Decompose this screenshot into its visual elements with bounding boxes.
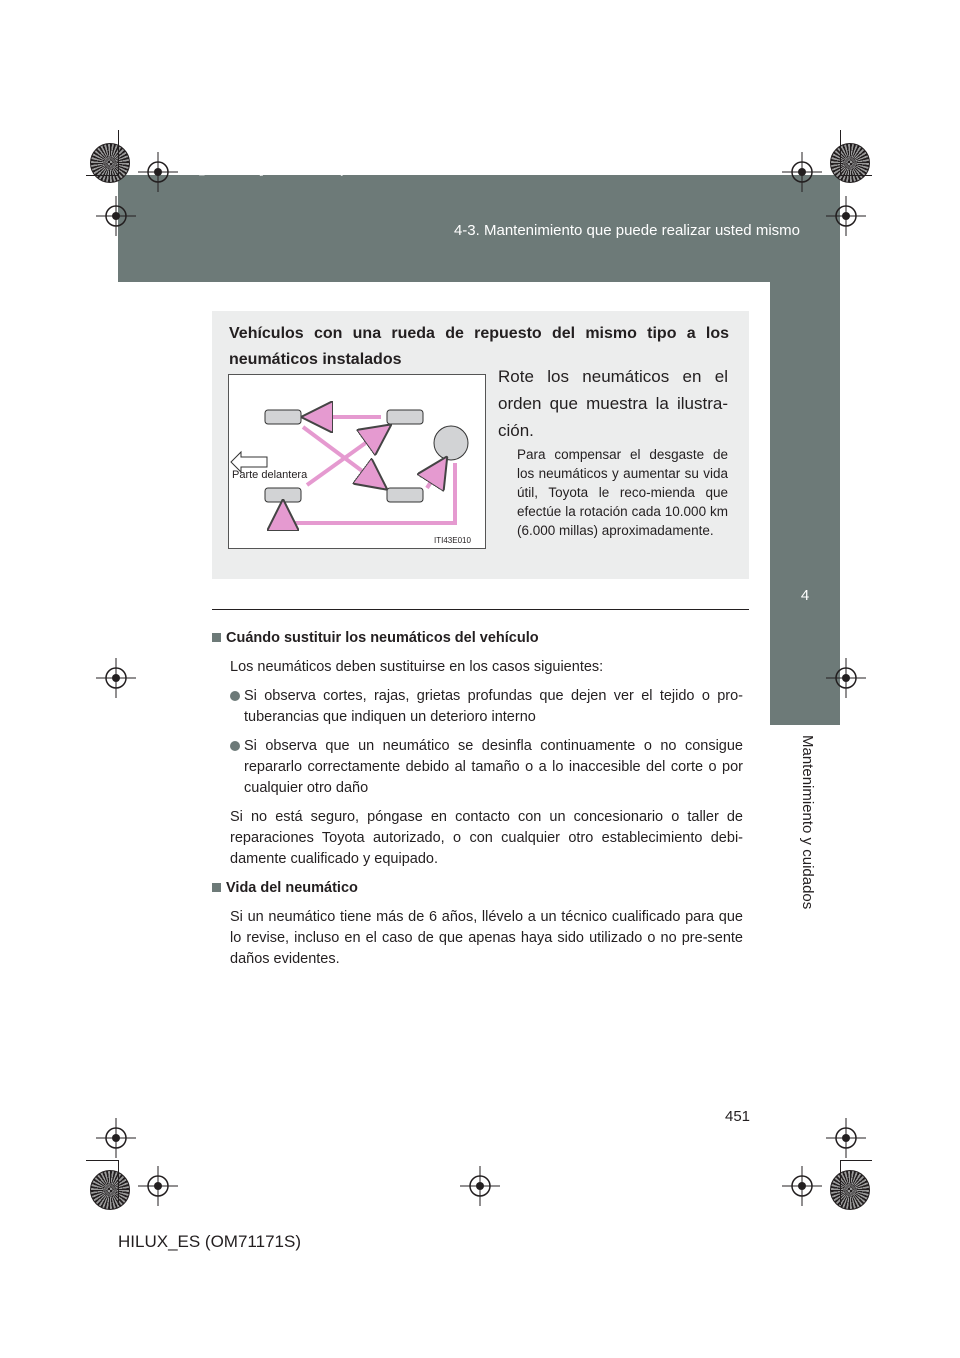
section-heading-text: Vida del neumático [226, 880, 358, 896]
list-item [230, 686, 743, 728]
color-bar-icon [830, 143, 870, 183]
registration-mark-icon [138, 1166, 178, 1206]
color-bar-icon [90, 143, 130, 183]
section-heading [212, 628, 743, 649]
tire-rear-left [265, 488, 301, 502]
registration-mark-icon [782, 152, 822, 192]
info-box-main-text: Rote los neumáticos en el orden que muestra la ilustra-ción. [498, 367, 728, 440]
paragraph: Los neumáticos deben sustituirse en los casos siguientes: [230, 659, 604, 675]
registration-mark-icon [460, 1166, 500, 1206]
tire-front-left [265, 410, 301, 424]
registration-mark-icon [96, 658, 136, 698]
crop-mark [840, 175, 872, 176]
crop-mark [840, 1160, 841, 1205]
rotation-arrow [427, 463, 443, 488]
crop-mark [86, 175, 118, 176]
chapter-number: 4 [800, 587, 810, 604]
info-box-title: Vehículos con una rueda de repuesto del mismo tipo a los neumáticos instalados [229, 325, 729, 368]
paragraph: Si un neumático tiene más de 6 años, llévelo a un técnico cualificado para que lo revise, incluso en el caso de que apenas haya sido utilizado o no pre-sente daños evidentes. [230, 909, 743, 967]
rotation-arrow [283, 463, 455, 523]
list-item-text: Si observa cortes, rajas, grietas profundas que dejen ver el tejido o pro-tuberancias que indiquen un deterioro interno [244, 688, 743, 725]
paragraph: Si no está seguro, póngase en contacto con un concesionario o taller de reparaciones Toyota autorizado, o con cualquier otro establecimiento debi-damente cualificado y equipado. [230, 809, 743, 867]
round-bullet-icon [230, 741, 240, 751]
list-item [230, 736, 743, 799]
page-number: 451 [725, 1108, 751, 1125]
rotation-arrow [303, 427, 381, 485]
registration-mark-icon [138, 152, 178, 192]
crop-mark [840, 1160, 872, 1161]
section-heading-text: Cuándo sustituir los neumáticos del vehículo [226, 630, 539, 646]
round-bullet-icon [230, 691, 240, 701]
registration-mark-icon [96, 1118, 136, 1158]
registration-mark-icon [826, 1118, 866, 1158]
color-bar-icon [830, 1170, 870, 1210]
registration-mark-icon [826, 658, 866, 698]
info-box-note: Para compensar el desgaste de los neumáticos y aumentar su vida útil, Toyota le reco-mienda que efectúe la rotación cada 10.000 km (6.000 millas) aproximadamente. [517, 447, 728, 538]
front-label: Parte delantera [232, 469, 308, 481]
square-bullet-icon [212, 633, 221, 642]
crop-mark [86, 1160, 118, 1161]
square-bullet-icon [212, 883, 221, 892]
tire-rotation-diagram [228, 374, 486, 549]
tire-rotation-figure [229, 375, 485, 548]
section-title: 4-3. Mantenimiento que puede realizar usted mismo [453, 222, 800, 239]
document-code: HILUX_ES (OM71171S) [118, 1232, 301, 1251]
print-stamp: HILUX_ES.book Page 451 Wednesday, March 23, 2011 4:15 PM [172, 167, 476, 177]
section-heading [212, 878, 743, 899]
main-content [212, 628, 743, 978]
color-bar-icon [90, 1170, 130, 1210]
registration-mark-icon [782, 1166, 822, 1206]
tire-front-right [387, 410, 423, 424]
tire-rear-right [387, 488, 423, 502]
info-box [212, 311, 749, 579]
spare-tire [434, 426, 468, 460]
registration-mark-icon [826, 196, 866, 236]
header-band [118, 175, 840, 282]
chapter-label: Mantenimiento y cuidados [799, 735, 816, 910]
divider [212, 609, 749, 610]
crop-mark [118, 1160, 119, 1205]
figure-code: ITI43E010 [434, 536, 471, 545]
crop-mark [118, 130, 119, 175]
crop-mark [840, 130, 841, 175]
list-item-text: Si observa que un neumático se desinfla continuamente o no consigue repararlo correctamente debido al tamaño o a lo inaccesible del corte o por cualquier otro daño [244, 738, 743, 796]
registration-mark-icon [96, 196, 136, 236]
